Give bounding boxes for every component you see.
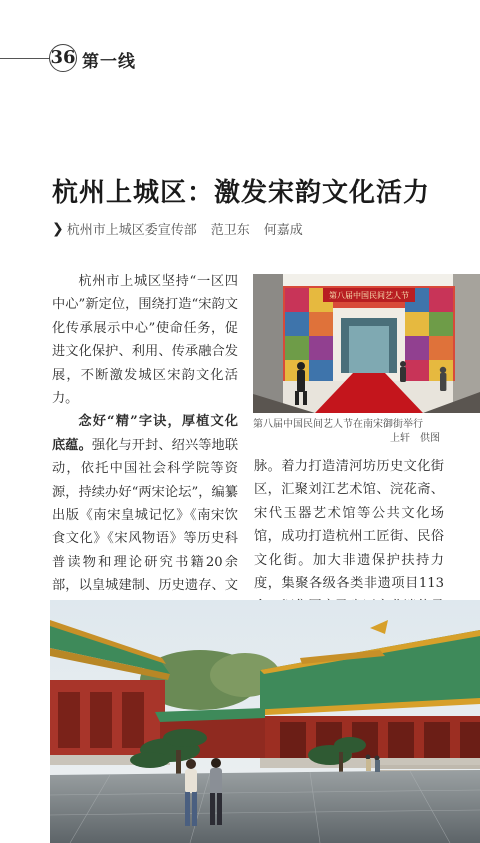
header-rule [0, 58, 50, 59]
page-number: 36 [49, 44, 77, 72]
byline-author-1: 范卫东 [210, 223, 250, 238]
photo-banner-text: 第八届中国民间艺人节 [329, 291, 409, 300]
section-name: 第一线 [82, 52, 136, 72]
article-title: 杭州上城区：激发宋韵文化活力 [52, 178, 431, 208]
photo-credit: 上轩 供图 [390, 433, 440, 444]
paragraph-intro: 杭州市上城区坚持“一区四中心”新定位，围绕打造“宋韵文化传承展示中心”使命任务，促进文化保护、利用、传承融合发展，不断激发城区宋韵文化活力。 [52, 274, 238, 407]
song-palace-illustration [50, 600, 480, 843]
byline [52, 219, 303, 238]
photo-caption [253, 418, 440, 446]
festival-photo [253, 274, 480, 413]
paragraph-jing: 念好“精”字诀，厚植文化底蕴。强化与开封、绍兴等地联动，依托中国社会科学院等资源，持续办好“两宋论坛”，编纂出版《南宋皇城记忆》《南宋饮食文化》《宋风物语》等历史科普读物和理论研究书籍20余部，以皇城建制、历史遗存、文 [52, 414, 239, 594]
photo-caption-text: 第八届中国民间艺人节在南宋御街举行 [253, 419, 423, 430]
paragraph-bao-continued: 脉。着力打造清河坊历史文化街区，汇聚刘江艺术馆、浣花斋、宋代玉器艺术馆等公共文化场馆，成功打造杭州工匠街、民俗文化街。加大非遗保护扶持力度，集聚各级各类非遗项目113 [254, 459, 444, 592]
chevron-right-icon: ❯ [52, 220, 64, 237]
byline-author-2: 何嘉成 [263, 223, 303, 238]
byline-org: 杭州市上城区委宣传部 [66, 223, 197, 238]
